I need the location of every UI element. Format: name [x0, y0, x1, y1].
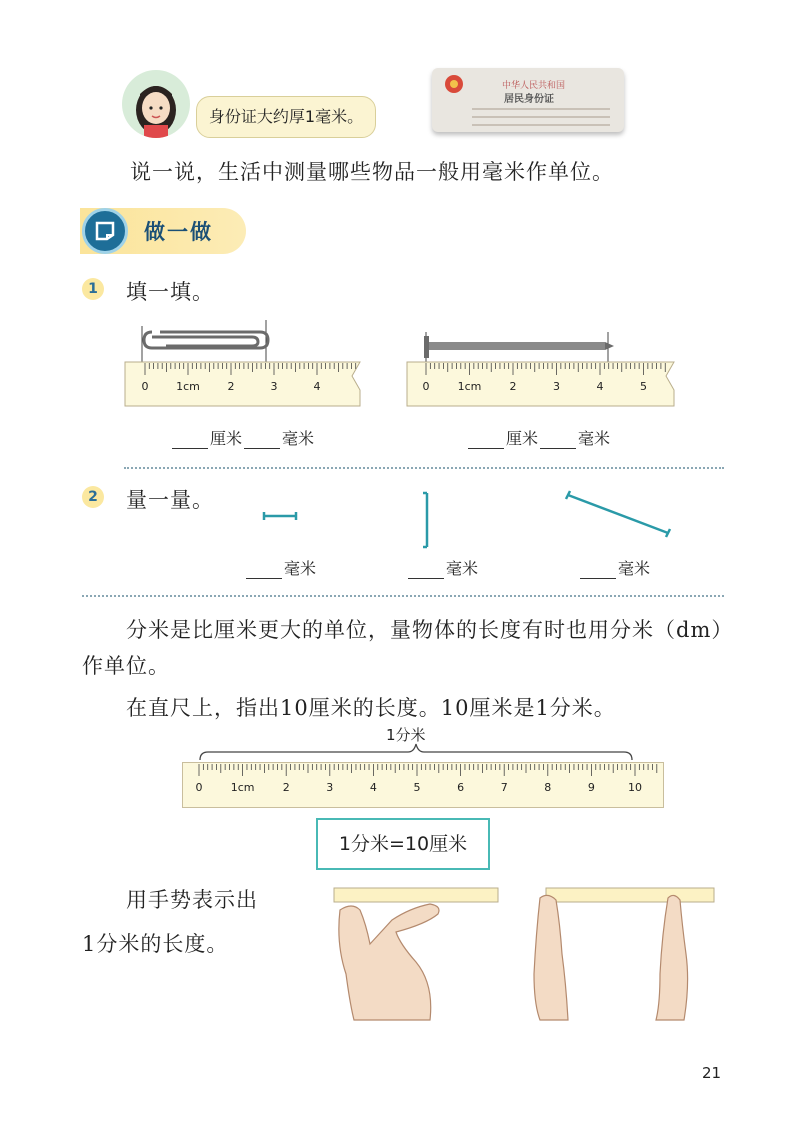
unit-label: 毫米 [284, 559, 317, 578]
exercise-number: 2 [82, 486, 104, 508]
blank-field[interactable] [540, 430, 576, 449]
exercise-number: 1 [82, 278, 104, 300]
blank-field[interactable] [244, 430, 280, 449]
paperclip-icon [144, 332, 268, 348]
ruler-ticks [183, 763, 663, 807]
girl-avatar [122, 70, 190, 138]
gesture-line-1: 用手势表示出 [126, 888, 258, 912]
ruler-tick-label: 7 [500, 781, 508, 794]
ruler-tick-label: 0 [422, 380, 430, 393]
id-card-header: 中华人民共和国 [502, 81, 566, 91]
divider [124, 467, 724, 469]
hands-illustration [330, 884, 730, 1024]
ruler-tick-label: 2 [227, 380, 235, 393]
decimeter-ruler [182, 762, 664, 808]
ruler-tick-label: 0 [195, 781, 203, 794]
short-segment [264, 512, 296, 520]
ruler-tick-label: 2 [282, 781, 290, 794]
id-card-line [472, 116, 610, 118]
unit-label: 毫米 [282, 429, 315, 448]
blank-field[interactable] [246, 560, 282, 579]
answer-row-5 [578, 556, 650, 579]
ruler-tick-label: 1cm [176, 380, 200, 393]
blank-field[interactable] [172, 430, 208, 449]
unit-label: 毫米 [446, 559, 479, 578]
ruler-tick-label: 1cm [457, 380, 482, 393]
ruler-tick-label: 1cm [230, 781, 255, 794]
ruler-tick-label: 10 [628, 781, 642, 794]
gesture-line-2: 1分米的长度。 [82, 932, 229, 956]
speech-bubble: 身份证大约厚1毫米。 [196, 96, 376, 138]
ruler-tick-label: 4 [596, 380, 604, 393]
ruler-tick-label: 8 [544, 781, 552, 794]
ruler-tick-label: 2 [509, 380, 517, 393]
intro-prompt: 说一说，生活中测量哪些物品一般用毫米作单位。 [130, 160, 614, 184]
ruler-tick-label: 5 [640, 380, 647, 393]
measure-lines [250, 485, 690, 555]
ruler-tick-label: 3 [326, 781, 334, 794]
id-card-title: 居民身份证 [504, 94, 554, 105]
unit-label: 厘米 [506, 429, 539, 448]
ruler-tick-label: 5 [413, 781, 421, 794]
answer-row-1 [170, 426, 314, 449]
exercise-title: 填一填。 [126, 280, 214, 304]
brace-label: 1分米 [386, 726, 426, 744]
dm-paragraph-1-cont: 作单位。 [82, 654, 170, 678]
hand-gesture-right [534, 888, 714, 1020]
ruler-ticks [125, 362, 361, 408]
ruler-tick-label: 0 [141, 380, 149, 393]
ruler-tick-label: 6 [457, 781, 465, 794]
exercise-title: 量一量。 [126, 488, 214, 512]
ruler-tick-label: 9 [587, 781, 595, 794]
ruler-tick-label: 3 [553, 380, 560, 393]
practice-icon [82, 208, 128, 254]
brace-icon [196, 742, 636, 762]
dm-paragraph-2: 在直尺上，指出10厘米的长度。10厘米是1分米。 [126, 696, 616, 720]
vertical-segment [423, 493, 427, 547]
diagonal-segment [566, 491, 670, 537]
ruler-tick-label: 4 [369, 781, 377, 794]
ruler-2 [407, 362, 673, 408]
id-card-image [432, 68, 624, 132]
equation-box: 1分米=10厘米 [316, 818, 490, 870]
nail-icon [424, 336, 614, 358]
blank-field[interactable] [408, 560, 444, 579]
unit-label: 毫米 [618, 559, 651, 578]
ruler-1 [125, 362, 361, 408]
id-card-line [472, 124, 610, 126]
ruler-tick-label: 4 [313, 380, 321, 393]
blank-field[interactable] [580, 560, 616, 579]
emblem-icon [444, 74, 464, 94]
id-card-line [472, 108, 610, 110]
ruler-ticks [407, 362, 673, 408]
unit-label: 毫米 [578, 429, 611, 448]
dm-paragraph-1: 分米是比厘米更大的单位，量物体的长度有时也用分米（dm） [126, 618, 734, 642]
divider [82, 595, 724, 597]
answer-row-3 [244, 556, 316, 579]
ruler-tick-label: 3 [270, 380, 278, 393]
answer-row-4 [406, 556, 478, 579]
page-number: 21 [702, 1064, 722, 1082]
section-title: 做一做 [144, 220, 213, 244]
unit-label: 厘米 [210, 429, 243, 448]
hand-gesture-left [334, 888, 498, 1020]
answer-row-2 [466, 426, 610, 449]
blank-field[interactable] [468, 430, 504, 449]
